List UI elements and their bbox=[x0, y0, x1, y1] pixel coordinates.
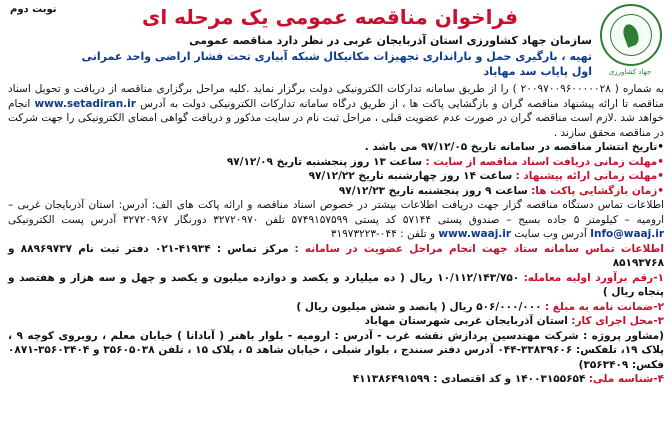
item1-value: ۱۰/۱۱۲/۱۴۳/۷۵۰ ریال ( ده میلیارد و یکصد و دوازده میلیون و یکصد و چهل و سه هزار و هفتصد و پنجاه ریال ) bbox=[8, 271, 664, 298]
item2-value: ۵۰۶/۰۰۰/۰۰۰ ریال ( پانصد و شش میلیون ریال ) bbox=[296, 300, 542, 313]
deadline-docs-label: •مهلت زمانی دریافت اسناد مناقصه از سایت : bbox=[425, 155, 664, 168]
publish-date: •تاریخ انتشار مناقصه در سامانه تاریخ ۹۷/۱۲/۰۵ می باشد . bbox=[364, 141, 664, 153]
email-link[interactable]: Info@waaj.ir bbox=[590, 228, 664, 240]
project-title: تهیه ، بارگیری حمل و بارانداری تجهیزات مکانیکال شبکه آبیاری تحت فشار اراضی واحد عمرانی اول پایاب سد مهاباد bbox=[81, 50, 592, 78]
item4-label: ۴-شناسه ملی: bbox=[588, 373, 664, 385]
notice-number: نوبت دوم bbox=[10, 4, 57, 15]
deadline-docs-value: ساعت ۱۳ روز پنجشنبه تاریخ ۹۷/۱۲/۰۹ bbox=[226, 155, 423, 168]
item3-value: استان آذربایجان غربی شهرستان مهاباد bbox=[364, 315, 568, 327]
contact-info bbox=[8, 198, 664, 242]
item-location bbox=[8, 314, 664, 329]
deadline-offer bbox=[8, 169, 664, 184]
setad-contact-label: اطلاعات تماس سامانه ستاد جهت انجام مراحل عضویت در سامانه : bbox=[294, 242, 665, 255]
contact-site-label: آدرس وب سایت bbox=[514, 228, 587, 240]
logo-text: جهاد کشاورزی bbox=[608, 68, 652, 76]
organization-line: سازمان جهاد کشاورزی استان آذربایجان غربی در نظر دارد مناقصه عمومی bbox=[189, 34, 592, 47]
item-national-id bbox=[8, 372, 664, 387]
notice-title: فراخوان مناقصه عمومی یک مرحله ای bbox=[141, 5, 518, 29]
setad-contact-value: مرکز تماس : ۴۱۹۳۴-۰۲۱ دفتر ثبت نام ۸۸۹۶۹۷۳۷ و ۸۵۱۹۳۷۶۸ bbox=[8, 242, 664, 269]
contact-phone: و تلفن : ۰۴۴-۳۱۹۷۳۲۲۳ bbox=[330, 228, 436, 240]
opening-time bbox=[8, 184, 664, 199]
item-guarantee bbox=[8, 300, 664, 315]
notice-body bbox=[8, 82, 664, 387]
intro-paragraph bbox=[8, 82, 664, 140]
waaj-website-link[interactable]: www.waaj.ir bbox=[438, 228, 512, 240]
leaf-icon bbox=[621, 22, 642, 47]
deadline-offer-label: •مهلت زمانی ارائه پیشنهاد : bbox=[515, 170, 664, 182]
item-estimate bbox=[8, 271, 664, 300]
setad-contact bbox=[8, 242, 664, 271]
intro-text-continued: انجام خواهد شد .لازم است مناقصه گران در صورت عدم عضویت قبلی ، مراحل ثبت نام در سایت مذکور و دریافت گواهی امضای الکترونیکی را جهت شرکت در مناقصه محقق سازند . bbox=[8, 97, 664, 139]
item2-label: ۲-ضمانت نامه به مبلغ : bbox=[544, 300, 664, 313]
contact-text: اطلاعات تماس دستگاه مناقصه گزار جهت دریافت اطلاعات بیشتر در خصوص اسناد مناقصه و ارائه پاکت های الف: آدرس: استان آذربایجان غربی – ارومیه – کیلومتر ۵ جاده بسیج – صندوق پستی ۵۷۱۴۴ کد پستی ۵۷۴۹۱۵۷۵۹۹ تلفن ۳۲۷۲۰۹۷۰ دورنگار ۳۲۷۲۰۹۶۷ آدرس پست الکترونیکی bbox=[8, 199, 665, 226]
item4-value: ۱۴۰۰۳۱۵۵۶۵۴ و کد اقتصادی : ۴۱۱۳۸۶۴۹۱۵۹۹ bbox=[352, 373, 586, 385]
consultant-info: (مشاور پروژه : شرکت مهندسین پردازش نقشه غرب - آدرس : ارومیه - بلوار باهنر ( آبادانا ) خیابان معلم ، روبروی کوچه ۹ ، پلاک ۱۹، تلفکس: ۳۳۸۳۹۶۰۶-۰۴۴ آدرس دفتر سنندج ، بلوار شبلی ، خیابان شاهد ۵ ، پلاک ۱۵ ، تلفن ۳۵۶۰۵۰۳۸ و ۳۵۶۰۳۴۰۴-۰۸۷۱ فکس: ۳۵۶۳۴۰۹) bbox=[8, 329, 664, 371]
opening-label: •زمان بازگشایی پاکت ها: bbox=[531, 184, 664, 197]
item1-label: ۱-رقم برآورد اولیه معامله: bbox=[523, 271, 664, 284]
logo-emblem-icon bbox=[610, 14, 652, 56]
deadline-docs bbox=[8, 155, 664, 170]
setad-website-link[interactable]: www.setadiran.ir bbox=[34, 97, 136, 110]
deadline-offer-value: ساعت ۱۴ روز چهارشنبه تاریخ ۹۷/۱۲/۲۲ bbox=[308, 170, 513, 182]
intro-text: به شماره ( ۲۰۰۹۷۰۰۹۶۰۰۰۰۰۲۸ ) را از طریق سامانه تدارکات الکترونیکی دولت برگزار نماید .کلیه مراحل برگزاری مناقصه از دریافت و تحویل اسناد مناقصه تا ارائه پیشنهاد مناقصه گران و بازگشایی پاکت ها ، از طریق درگاه سامانه تدارکات الکترونیکی دولت به آدرس bbox=[8, 83, 664, 110]
organization-logo bbox=[600, 4, 662, 66]
item3-label: ۳-محل اجرای کار: bbox=[571, 315, 664, 327]
opening-value: ساعت ۹ روز پنجشنبه تاریخ ۹۷/۱۲/۲۳ bbox=[338, 184, 528, 197]
